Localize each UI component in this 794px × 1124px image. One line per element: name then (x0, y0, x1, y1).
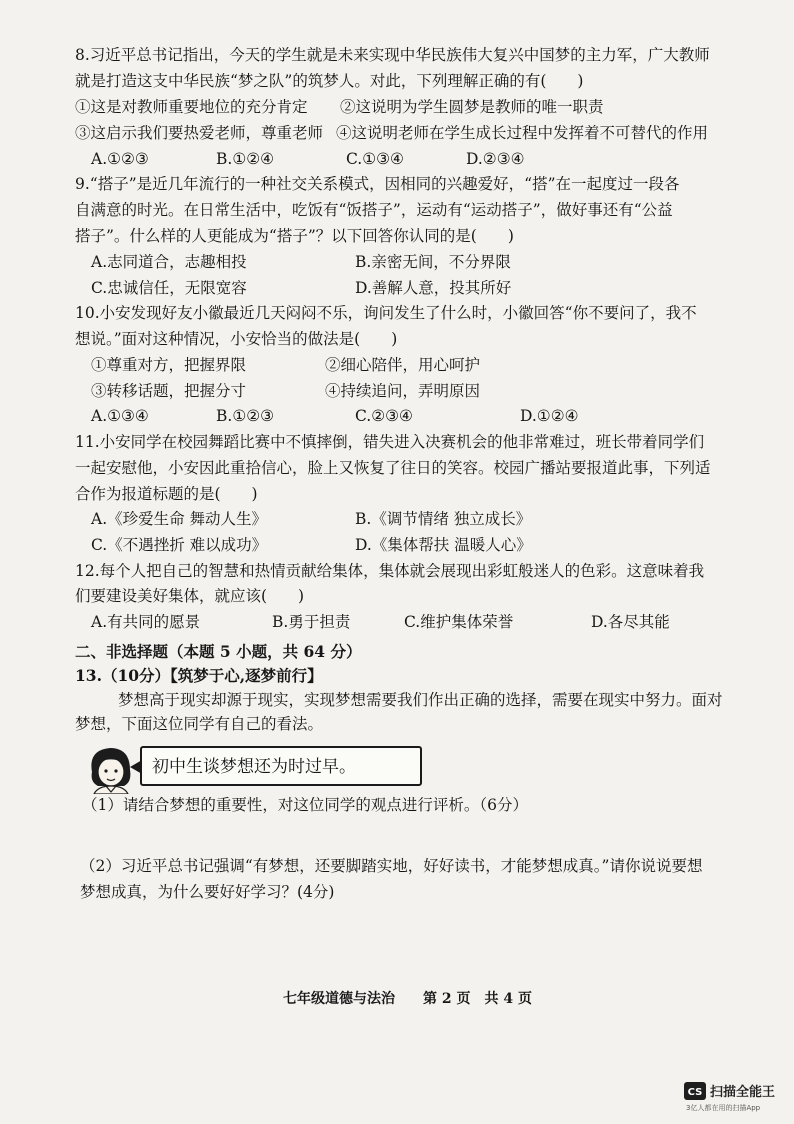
q9-option-d: D.善解人意，投其所好 (355, 279, 512, 297)
q11-option-a: A.《珍爱生命 舞动人生》 (91, 510, 268, 528)
q10-statement-3: ③转移话题，把握分寸 (91, 382, 247, 400)
speech-bubble (140, 746, 422, 786)
q8-option-c: C.①③④ (346, 150, 404, 168)
q8-option-b: B.①②④ (216, 150, 275, 168)
q11-stem-line2: 一起安慰他，小安因此重拾信心，脸上又恢复了往日的笑容。校园广播站要报道此事，下列适 (75, 459, 711, 477)
q10-statement-1: ①尊重对方，把握界限 (91, 356, 247, 374)
page-footer: 七年级道德与法治 第 2 页 共 4 页 (283, 991, 532, 1007)
q9-option-c: C.忠诚信任，无限宽容 (91, 279, 247, 297)
q10-option-c: C.②③④ (355, 407, 413, 425)
q12-option-c: C.维护集体荣誉 (404, 613, 514, 631)
q11-stem-line1: 11.小安同学在校园舞蹈比赛中不慎摔倒，错失进入决赛机会的他非常难过，班长带着同学们 (75, 433, 705, 451)
q10-option-d: D.①②④ (520, 407, 579, 425)
q11-option-d: D.《集体帮扶 温暖人心》 (355, 536, 532, 554)
q12-option-d: D.各尽其能 (591, 613, 670, 631)
q8-option-d: D.②③④ (466, 150, 525, 168)
q9-stem-line2: 自满意的时光。在日常生活中，吃饭有“饭搭子”，运动有“运动搭子”，做好事还有“公益 (75, 201, 673, 219)
q13-heading: 13.（10分）【筑梦于心,逐梦前行】 (75, 666, 323, 685)
speech-bubble-tail (130, 760, 142, 774)
q9-option-a: A.志同道合，志趣相投 (91, 253, 247, 271)
q13-subquestion-2-line2: 梦想成真，为什么要好好学习？(4分) (80, 883, 335, 901)
q13-intro-line1: 梦想高于现实却源于现实，实现梦想需要我们作出正确的选择，需要在现实中努力。面对 (118, 691, 723, 709)
scanner-brand-tagline: 3亿人都在用的扫描App (686, 1104, 761, 1112)
q11-option-c: C.《不遇挫折 难以成功》 (91, 536, 268, 554)
q10-stem-line1: 10.小安发现好友小徽最近几天闷闷不乐，询问发生了什么时，小徽回答“你不要问了，我不 (75, 304, 697, 322)
q11-stem-line3: 合作为报道标题的是( ) (75, 485, 258, 503)
q13-subquestion-1: （1）请结合梦想的重要性，对这位同学的观点进行评析。（6分） (82, 796, 528, 814)
q8-statement-3: ③这启示我们要热爱老师，尊重老师 (75, 124, 324, 142)
q13-intro-line2: 梦想，下面这位同学有自己的看法。 (75, 715, 324, 733)
q8-stem-line1: 8.习近平总书记指出，今天的学生就是未来实现中华民族伟大复兴中国梦的主力军，广大教师 (75, 46, 710, 64)
q10-stem-line2: 想说。”面对这种情况，小安恰当的做法是( ) (75, 330, 398, 348)
q8-statement-4: ④这说明老师在学生成长过程中发挥着不可替代的作用 (336, 124, 709, 142)
scanner-brand-name: 扫描全能王 (710, 1085, 776, 1100)
section2-title: 二、非选择题（本题 5 小题，共 64 分） (75, 642, 362, 661)
q8-stem-line2: 就是打造这支中华民族“梦之队”的筑梦人。对此，下列理解正确的有( ) (75, 72, 584, 90)
q10-statement-4: ④持续追问，弄明原因 (325, 382, 481, 400)
q10-option-a: A.①③④ (91, 407, 149, 425)
q9-option-b: B.亲密无间，不分界限 (355, 253, 511, 271)
camscanner-logo-icon (684, 1082, 706, 1100)
q12-option-a: A.有共同的愿景 (91, 613, 201, 631)
q10-statement-2: ②细心陪伴，用心呵护 (325, 356, 481, 374)
q8-statement-1: ①这是对教师重要地位的充分肯定 (75, 98, 308, 116)
q9-stem-line1: 9.“搭子”是近几年流行的一种社交关系模式，因相同的兴趣爱好，“搭”在一起度过一段各 (75, 175, 680, 193)
q12-stem-line1: 12.每个人把自己的智慧和热情贡献给集体，集体就会展现出彩虹般迷人的色彩。这意味着我 (75, 562, 705, 580)
q10-option-b: B.①②③ (216, 407, 275, 425)
speech-bubble-text: 初中生谈梦想还为时过早。 (152, 757, 356, 777)
camscanner-logo-badge-text: CS (687, 1087, 703, 1098)
q13-subquestion-2-line1: （2）习近平总书记强调“有梦想，还要脚踏实地，好好读书，才能梦想成真。”请你说说要想 (80, 857, 703, 875)
q12-option-b: B.勇于担责 (272, 613, 351, 631)
q12-stem-line2: 们要建设美好集体，就应该( ) (75, 587, 305, 605)
q9-stem-line3: 搭子”。什么样的人更能成为“搭子”？以下回答你认同的是( ) (75, 227, 514, 245)
q8-option-a: A.①②③ (91, 150, 149, 168)
q11-option-b: B.《调节情绪 独立成长》 (355, 510, 532, 528)
q8-statement-2: ②这说明为学生圆梦是教师的唯一职责 (340, 98, 604, 116)
